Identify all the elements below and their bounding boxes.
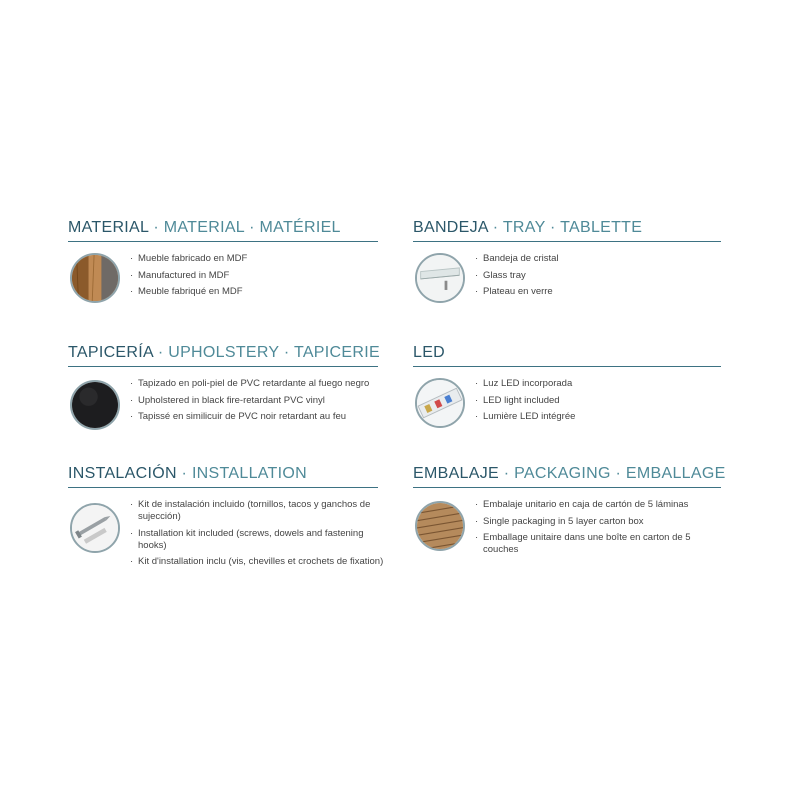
list-item: · Installation kit included (screws, dowels and fastening hooks) <box>130 528 388 552</box>
black-vinyl-icon <box>70 380 120 430</box>
list-item: · LED light included <box>475 395 721 407</box>
section-tray <box>413 218 721 303</box>
list-item: · Lumière LED intégrée <box>475 411 721 423</box>
section-packaging <box>413 464 726 561</box>
section-heading: BANDEJA · TRAY · TABLETTE <box>413 219 643 236</box>
list-item: · Bandeja de cristal <box>475 253 721 265</box>
section-material <box>68 218 378 303</box>
section-heading: MATERIAL · MATERIAL · MATÉRIEL <box>68 219 341 236</box>
section-heading: TAPICERÍA · UPHOLSTERY · TAPICERIE <box>68 344 380 361</box>
screws-icon <box>70 503 120 553</box>
list-item: · Upholstered in black fire-retardant PVC vinyl <box>130 395 378 407</box>
list-item: · Single packaging in 5 layer carton box <box>475 516 721 528</box>
glass-tray-icon <box>415 253 465 303</box>
list-item: · Tapizado en poli-piel de PVC retardante al fuego negro <box>130 378 378 390</box>
section-divider <box>413 487 721 488</box>
list-item: · Mueble fabricado en MDF <box>130 253 378 265</box>
list-item: · Glass tray <box>475 270 721 282</box>
section-heading: INSTALACIÓN · INSTALLATION <box>68 465 307 482</box>
list-item: · Emballage unitaire dans une boîte en carton de 5 couches <box>475 532 721 556</box>
section-upholstery <box>68 343 378 428</box>
list-item: · Kit d'installation inclu (vis, chevilles et crochets de fixation) <box>130 556 388 568</box>
section-divider <box>68 366 378 367</box>
list-item: · Luz LED incorporada <box>475 378 721 390</box>
section-divider <box>413 241 721 242</box>
list-item: · Meuble fabriqué en MDF <box>130 286 378 298</box>
carton-icon <box>415 501 465 551</box>
section-divider <box>68 241 378 242</box>
mdf-wood-icon <box>70 253 120 303</box>
list-item: · Tapissé en similicuir de PVC noir retardant au feu <box>130 411 378 423</box>
list-item: · Manufactured in MDF <box>130 270 378 282</box>
list-item: · Kit de instalación incluido (tornillos, tacos y ganchos de sujección) <box>130 499 388 523</box>
section-divider <box>68 487 378 488</box>
section-divider <box>413 366 721 367</box>
list-item: · Plateau en verre <box>475 286 721 298</box>
section-led <box>413 343 721 428</box>
list-item: · Embalaje unitario en caja de cartón de 5 láminas <box>475 499 721 511</box>
section-installation <box>68 464 388 573</box>
section-heading: LED <box>413 344 446 361</box>
led-strip-icon <box>415 378 465 428</box>
section-heading: EMBALAJE · PACKAGING · EMBALLAGE <box>413 465 726 482</box>
